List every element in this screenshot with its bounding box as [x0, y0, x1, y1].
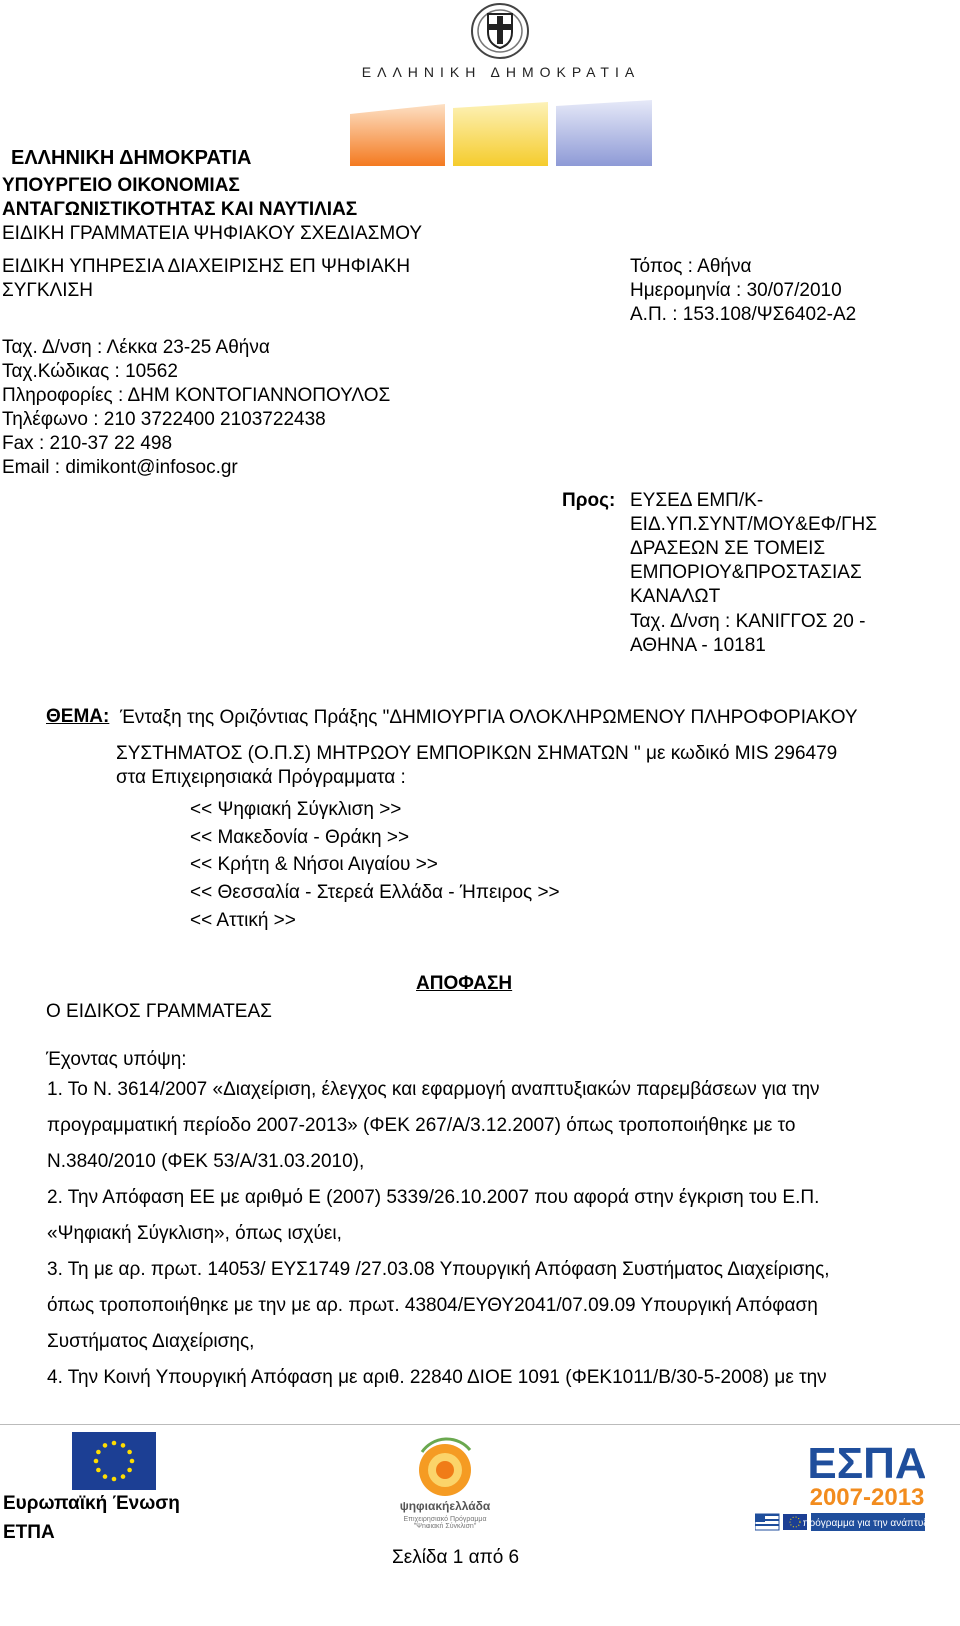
programme-item: << Κρήτη & Νήσοι Αιγαίου >>	[190, 854, 438, 875]
contact-phone: Τηλέφωνο : 210 3722400 2103722438	[2, 409, 326, 430]
org-ministry-1: ΥΠΟΥΡΓΕΙΟ ΟΙΚΟΝΟΜΙΑΣ	[2, 175, 240, 196]
eu-star-icon	[127, 1450, 132, 1455]
org-service-2: ΣΥΓΚΛΙΣΗ	[2, 280, 93, 301]
recipient-line: ΕΙΔ.ΥΠ.ΣΥΝΤ/ΜΟΥ&ΕΦ/ΓΗΣ	[630, 514, 877, 535]
greek-emblem-logo	[470, 2, 530, 60]
body-line: 4. Την Κοινή Υπουργική Απόφαση με αριθ. 22840 ΔΙΟΕ 1091 (ΦΕΚ1011/Β/30-5-2008) με την	[47, 1367, 827, 1388]
digital-logo-text: ψηφιακήελλάδα	[399, 1499, 491, 1513]
org-country: ΕΛΛΗΝΙΚΗ ΔΗΜΟΚΡΑΤΙΑ	[11, 147, 252, 169]
recipient-line: ΑΘΗΝΑ - 10181	[630, 635, 766, 656]
org-ministry-2: ΑΝΤΑΓΩΝΙΣΤΙΚΟΤΗΤΑΣ ΚΑΙ ΝΑΥΤΙΛΙΑΣ	[2, 199, 358, 220]
digital-logo-sub: Επιχειρησιακό Πρόγραμμα	[403, 1516, 487, 1523]
org-secretariat: ΕΙΔΙΚΗ ΓΡΑΜΜΑΤΕΙΑ ΨΗΦΙΑΚΟΥ ΣΧΕΔΙΑΣΜΟΥ	[2, 223, 423, 244]
contact-fax: Fax : 210-37 22 498	[2, 433, 173, 454]
org-service-1: ΕΙΔΙΚΗ ΥΠΗΡΕΣΙΑ ΔΙΑΧΕΙΡΙΣΗΣ ΕΠ ΨΗΦΙΑΚΗ	[2, 256, 411, 277]
decision-title: ΑΠΟΦΑΣΗ	[416, 973, 513, 994]
etpa-label: ΕΤΠΑ	[3, 1522, 55, 1543]
digital-greece-logo	[380, 1432, 510, 1528]
eu-star-icon	[112, 1477, 117, 1482]
programme-item: << Θεσσαλία - Στερεά Ελλάδα - Ήπειρος >>	[190, 882, 560, 903]
eu-star-icon	[121, 1474, 126, 1479]
eu-star-icon	[96, 1450, 101, 1455]
body-line: 2. Την Απόφαση ΕΕ με αριθμό Ε (2007) 5339/26.10.2007 που αφορά στην έγκριση του Ε.Π.	[47, 1187, 820, 1208]
eu-star-icon	[127, 1468, 132, 1473]
footer-divider	[0, 1424, 960, 1425]
signatory: Ο ΕΙΔΙΚΟΣ ΓΡΑΜΜΑΤΕΑΣ	[46, 1001, 272, 1022]
body-line: Συστήματος Διαχείρισης,	[47, 1331, 255, 1352]
header-color-bars	[350, 100, 654, 166]
body-line: όπως τροποποιήθηκε με την με αρ. πρωτ. 43804/ΕΥΘΥ2041/07.09.09 Υπουργική Απόφαση	[47, 1295, 818, 1316]
eu-star-icon	[130, 1459, 135, 1464]
contact-postcode: Ταχ.Κώδικας : 10562	[2, 361, 178, 382]
recipient-line: Ταχ. Δ/νση : ΚΑΝΙΓΓΟΣ 20 -	[630, 611, 866, 632]
subject-line-1: Ένταξη της Οριζόντιας Πράξης "ΔΗΜΙΟΥΡΓΙΑ ΟΛΟΚΛΗΡΩΜΕΝΟΥ ΠΛΗΡΟΦΟΡΙΑΚΟΥ	[120, 707, 858, 728]
recipient-line: ΕΥΣΕΔ ΕΜΠ/Κ-	[630, 490, 764, 511]
protocol-number: Α.Π. : 153.108/ΨΣ6402-Α2	[630, 304, 857, 325]
programme-item: << Ψηφιακή Σύγκλιση >>	[190, 799, 402, 820]
eu-star-icon	[121, 1443, 126, 1448]
subject-line-2: ΣΥΣΤΗΜΑΤΟΣ (Ο.Π.Σ) ΜΗΤΡΩΟΥ ΕΜΠΟΡΙΚΩΝ ΣΗΜΑΤΩΝ " με κωδικό MIS 296479	[116, 743, 838, 764]
recipient-line: ΚΑΝΑΛΩΤ	[630, 586, 721, 607]
body-intro: Έχοντας υπόψη:	[46, 1049, 187, 1070]
subject-label: ΘΕΜΑ:	[46, 706, 110, 727]
espa-slogan: πρόγραμμα για την ανάπτυξη	[802, 1518, 925, 1529]
espa-years: 2007-2013	[809, 1484, 925, 1511]
contact-info: Πληροφορίες : ΔΗΜ ΚΟΝΤΟΓΙΑΝΝΟΠΟΥΛΟΣ	[2, 385, 391, 406]
contact-address: Ταχ. Δ/νση : Λέκκα 23-25 Αθήνα	[2, 337, 270, 358]
greek-flag-icon	[755, 1514, 779, 1530]
espa-title: ΕΣΠΑ	[807, 1439, 925, 1488]
programme-item: << Αττική >>	[190, 910, 296, 931]
body-line: 1. Το Ν. 3614/2007 «Διαχείριση, έλεγχος και εφαρμογή αναπτυξιακών παρεμβάσεων για την	[47, 1079, 820, 1100]
subject-line-3: στα Επιχειρησιακά Πρόγραμματα :	[116, 767, 406, 788]
eu-star-icon	[103, 1474, 108, 1479]
eu-star-icon	[103, 1443, 108, 1448]
place: Τόπος : Αθήνα	[630, 256, 752, 277]
espa-logo	[755, 1438, 925, 1534]
recipient-line: ΕΜΠΟΡΙΟΥ&ΠΡΟΣΤΑΣΙΑΣ	[630, 562, 862, 583]
emblem-caption: ΕΛΛΗΝΙΚΗ ΔΗΜΟΚΡΑΤΙΑ	[361, 64, 641, 80]
body-line: Ν.3840/2010 (ΦΕΚ 53/Α/31.03.2010),	[47, 1151, 365, 1172]
page-number: Σελίδα 1 από 6	[392, 1547, 520, 1568]
body-line: προγραμματική περίοδο 2007-2013» (ΦΕΚ 267/Α/3.12.2007) όπως τροποποιήθηκε με το	[47, 1115, 796, 1136]
body-line: «Ψηφιακή Σύγκλιση», όπως ισχύει,	[47, 1223, 342, 1244]
date: Ημερομηνία : 30/07/2010	[630, 280, 842, 301]
digital-logo-sub2: "Ψηφιακή Σύγκλιση"	[413, 1523, 477, 1528]
programme-item: << Μακεδονία - Θράκη >>	[190, 827, 410, 848]
eu-star-icon	[96, 1468, 101, 1473]
eu-flag-icon	[72, 1432, 156, 1490]
eu-label: Ευρωπαϊκή Ένωση	[3, 1493, 180, 1514]
recipient-label: Προς:	[562, 490, 616, 511]
contact-email: Email : dimikont@infosoc.gr	[2, 457, 238, 478]
recipient-line: ΔΡΑΣΕΩΝ ΣΕ ΤΟΜΕΙΣ	[630, 538, 826, 559]
eu-star-icon	[112, 1441, 117, 1446]
eu-star-icon	[94, 1459, 99, 1464]
body-line: 3. Τη με αρ. πρωτ. 14053/ ΕΥΣ1749 /27.03.08 Υπουργική Απόφαση Συστήματος Διαχείρισης,	[47, 1259, 830, 1280]
